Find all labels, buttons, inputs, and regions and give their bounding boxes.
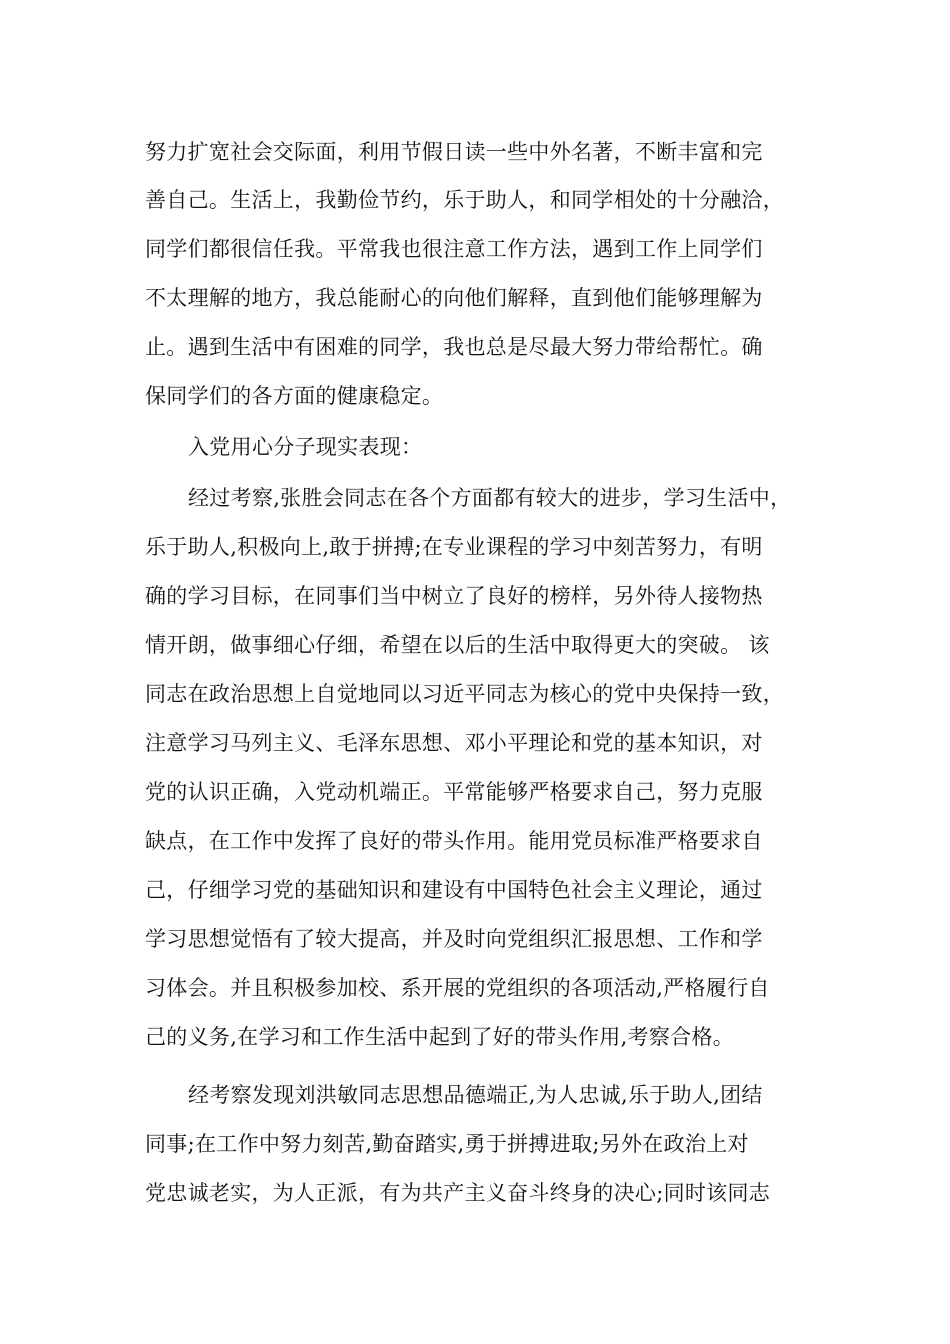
text-line: 学习思想觉悟有了较大提高，并及时向党组织汇报思想、工作和学 [145,927,763,951]
text-line: 乐于助人,积极向上,敢于拼搏;在专业课程的学习中刻苦努力，有明 [145,535,763,559]
text-line: 同学们都很信任我。平常我也很注意工作方法，遇到工作上同学们 [145,237,763,261]
text-line: 同志在政治思想上自觉地同以习近平同志为核心的党中央保持一致， [145,682,784,706]
text-line: 经考察发现刘洪敏同志思想品德端正,为人忠诚,乐于助人,团结 [188,1083,763,1107]
text-line: 善自己。生活上，我勤俭节约，乐于助人，和同学相处的十分融洽， [145,188,784,212]
text-line: 努力扩宽社会交际面，利用节假日读一些中外名著，不断丰富和完 [145,140,763,164]
section-heading: 入党用心分子现实表现： [188,435,423,459]
text-line: 经过考察,张胜会同志在各个方面都有较大的进步，学习生活中， [188,486,792,510]
text-line: 保同学们的各方面的健康稳定。 [145,384,444,408]
text-line: 党忠诚老实，为人正派，有为共产主义奋斗终身的决心;同时该同志 [145,1181,771,1205]
text-line: 党的认识正确，入党动机端正。平常能够严格要求自己，努力克服 [145,780,763,804]
text-line: 己的义务,在学习和工作生活中起到了好的带头作用,考察合格。 [145,1025,735,1049]
text-line: 确的学习目标，在同事们当中树立了良好的榜样，另外待人接物热 [145,584,763,608]
text-line: 情开朗，做事细心仔细，希望在以后的生活中取得更大的突破。 该 [145,633,770,657]
text-line: 不太理解的地方，我总能耐心的向他们解释，直到他们能够理解为 [145,286,763,310]
text-line: 习体会。并且积极参加校、系开展的党组织的各项活动,严格履行自 [145,976,770,1000]
text-line: 缺点，在工作中发挥了良好的带头作用。能用党员标准严格要求自 [145,829,763,853]
text-line: 己，仔细学习党的基础知识和建设有中国特色社会主义理论，通过 [145,878,763,902]
text-line: 止。遇到生活中有困难的同学，我也总是尽最大努力带给帮忙。确 [145,335,763,359]
text-line: 同事;在工作中努力刻苦,勤奋踏实,勇于拼搏进取;另外在政治上对 [145,1132,749,1156]
text-line: 注意学习马列主义、毛泽东思想、邓小平理论和党的基本知识，对 [145,731,763,755]
